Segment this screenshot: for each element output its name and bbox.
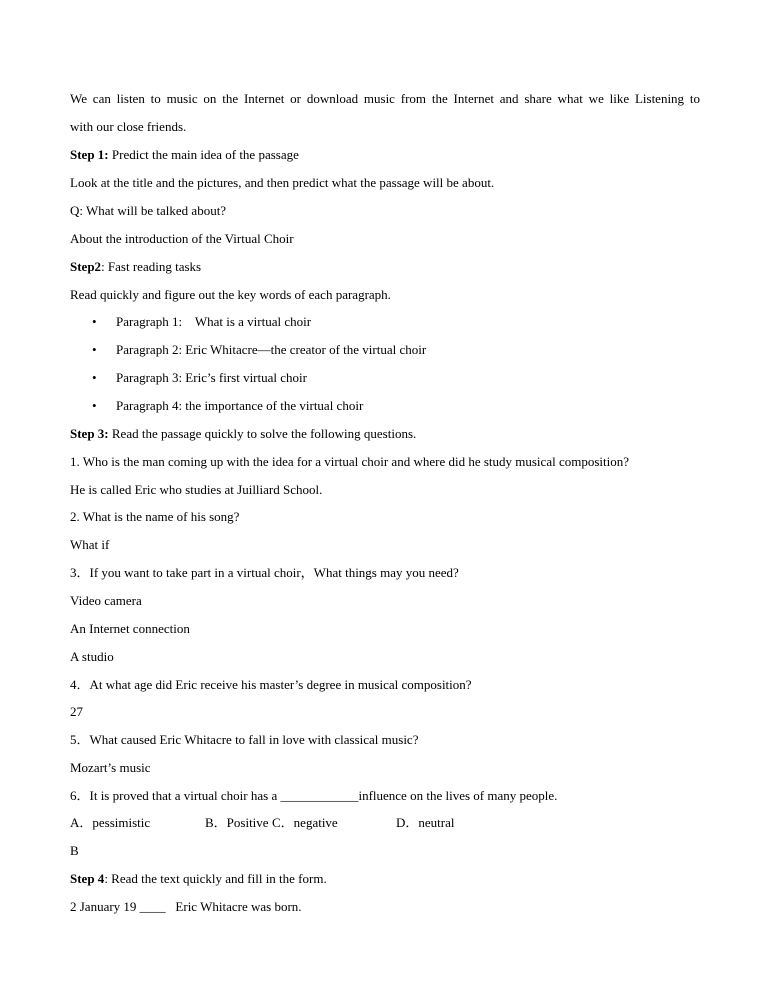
step1-label: Step 1: [70,147,109,162]
step1-instruction: Look at the title and the pictures, and then predict what the passage will be about. [70,175,495,190]
answer-3-item-1: Video camera [70,593,142,608]
step2-heading [70,259,201,275]
answer-1: He is called Eric who studies at Juilliard School. [70,482,323,497]
step3-heading [70,426,416,442]
bullet-icon: • [92,342,97,357]
question-6: 6．It is proved that a virtual choir has a ____________influence on the lives of many people. [70,788,558,803]
list-item-text: Paragraph 2: Eric Whitacre—the creator of the virtual choir [116,342,427,357]
answer-3-item-2: An Internet connection [70,621,190,636]
list-item-text: Paragraph 1: What is a virtual choir [116,314,312,329]
timeline-row-1: 2 January 19 ____ Eric Whitacre was born. [70,899,302,914]
step4-heading [70,871,327,887]
step3-label: Step 3: [70,426,109,441]
step1-text: Predict the main idea of the passage [108,147,299,162]
step1-answer: About the introduction of the Virtual Choir [70,231,294,246]
answer-5: Mozart’s music [70,760,151,775]
answer-6: B [70,843,79,858]
answer-3-item-3: A studio [70,649,114,664]
step1-question: Q: What will be talked about? [70,203,227,218]
step1-heading [70,147,299,163]
list-item [92,314,311,330]
answer-2: What if [70,537,110,552]
list-item-text: Paragraph 4: the importance of the virtual choir [116,398,364,413]
question-1: 1. Who is the man coming up with the idea for a virtual choir and where did he study musical composition? [70,454,629,469]
option-d: D．neutral [396,815,455,830]
option-b: B．Positive [205,815,269,830]
step4-text: : Read the text quickly and fill in the form. [104,871,327,886]
step3-text: Read the passage quickly to solve the following questions. [108,426,417,441]
question-4: 4．At what age did Eric receive his master’s degree in musical composition? [70,677,472,692]
step2-text: : Fast reading tasks [101,259,202,274]
step4-label: Step 4 [70,871,105,886]
question-5: 5．What caused Eric Whitacre to fall in love with classical music? [70,732,419,747]
list-item-text: Paragraph 3: Eric’s first virtual choir [116,370,307,385]
option-c: C．negative [272,815,338,830]
intro-line-1: We can listen to music on the Internet or download music from the Internet and share what we like Listening to [70,91,700,106]
intro-line-2: with our close friends. [70,119,187,134]
question-2: 2. What is the name of his song? [70,509,240,524]
bullet-icon: • [92,314,97,329]
list-item [92,370,307,386]
list-item [92,342,426,358]
bullet-icon: • [92,398,97,413]
answer-4: 27 [70,704,83,719]
question-3: 3．If you want to take part in a virtual choir，What things may you need? [70,565,459,580]
bullet-icon: • [92,370,97,385]
step2-label: Step2 [70,259,102,274]
step2-instruction: Read quickly and figure out the key words of each paragraph. [70,287,391,302]
question-6-options [70,815,700,831]
option-a: A．pessimistic [70,815,151,830]
list-item [92,398,363,414]
